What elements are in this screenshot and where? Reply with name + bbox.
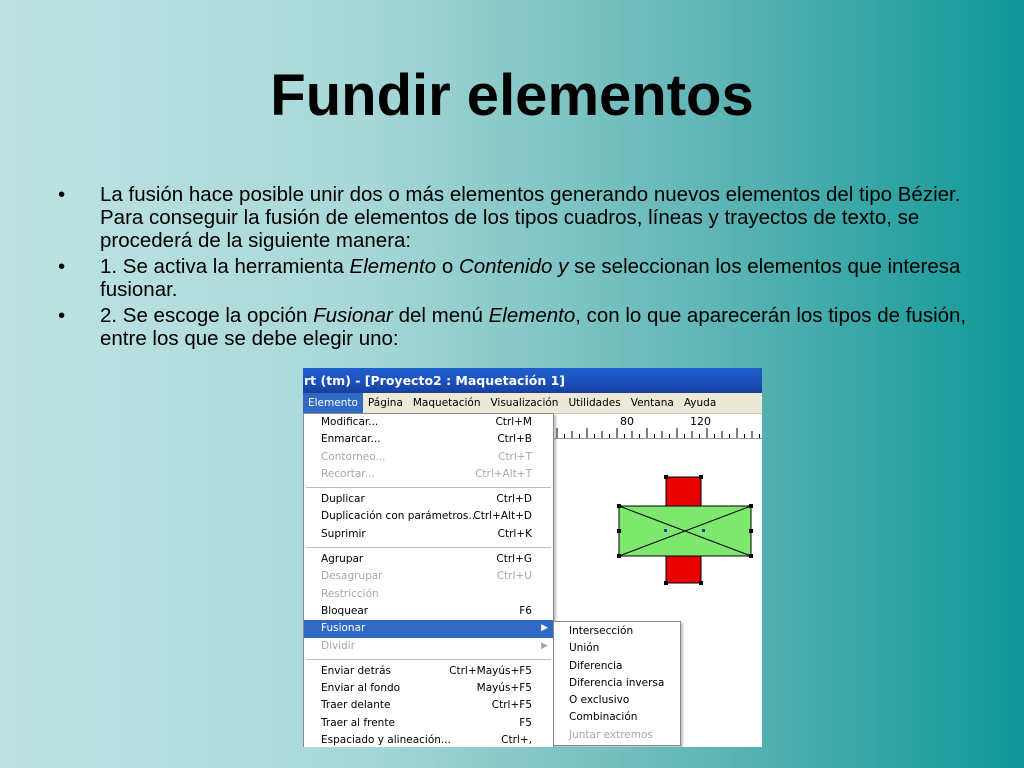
menu-item-enviar-detras[interactable]: [304, 663, 553, 680]
submenu-item-juntar-extremos: [554, 727, 680, 744]
bullet-text-italic: Elemento: [488, 304, 576, 327]
menu-bar: [303, 393, 762, 414]
bullet-text: La fusión hace posible unir dos o más elementos generando nuevos elementos del tipo Bézier. Para conseguir la fusión de elementos de los tipos cuadros, líneas y trayectos de texto, se procederá de la siguiente manera:: [100, 183, 961, 252]
menu-separator: [304, 483, 553, 491]
menu-item-label: Espaciado y alineación...: [321, 734, 451, 747]
bullet-text-part: , con lo que aparecerán los tipos de fusión, entre los que se debe elegir uno:: [100, 304, 967, 350]
menu-item-label: Traer delante: [321, 699, 391, 712]
bullet-item: [58, 255, 978, 301]
app-screenshot: [303, 368, 762, 747]
menu-item-shortcut: Ctrl+U: [496, 570, 532, 583]
selection-handle: [699, 581, 703, 585]
menu-item-dividir: [304, 638, 553, 655]
menu-item-label: Enmarcar...: [321, 433, 381, 446]
selection-handle: [617, 554, 621, 558]
menu-visualizacion[interactable]: Visualización: [490, 397, 559, 409]
menu-ayuda[interactable]: Ayuda: [683, 397, 717, 409]
menu-item-agrupar[interactable]: [304, 551, 553, 568]
menu-item-label: Recortar...: [321, 467, 375, 480]
selection-handle: [699, 475, 703, 479]
menu-item-label: Agrupar: [321, 553, 364, 566]
bullet-dot: •: [58, 183, 66, 206]
submenu-item-interseccion[interactable]: [554, 623, 680, 640]
bullet-item: [58, 304, 978, 350]
selection-handle: [617, 529, 621, 533]
menu-item-label: Duplicación con parámetros...: [321, 510, 479, 523]
selection-handle: [617, 504, 621, 508]
menu-item-traer-delante[interactable]: [304, 697, 553, 714]
submenu-item-label: Juntar extremos: [569, 728, 653, 741]
submenu-item-label: Intersección: [569, 625, 634, 637]
bullet-text-part: 1. Se activa la herramienta: [100, 255, 350, 278]
bullet-text-italic: Elemento: [349, 255, 437, 278]
menu-item-bloquear[interactable]: [304, 603, 553, 620]
menu-elemento[interactable]: Elemento: [303, 393, 363, 413]
center-point: [702, 529, 705, 532]
bullet-dot: •: [58, 255, 66, 278]
menu-item-restriccion: [304, 586, 553, 603]
submenu-item-label: O exclusivo: [569, 694, 630, 707]
menu-separator: [304, 655, 553, 663]
bullet-text-part: 2. Se escoge la opción: [100, 304, 314, 327]
bullet-list: [58, 183, 978, 353]
bullet-text-part: o: [436, 255, 459, 278]
menu-item-shortcut: Ctrl+K: [497, 527, 532, 540]
submenu-item-label: Combinación: [569, 711, 638, 724]
menu-item-label: Dividir: [321, 639, 356, 652]
menu-separator: [304, 543, 553, 551]
menu-item-duplicacion-parametros[interactable]: [304, 508, 553, 525]
menu-item-espaciado-alineacion[interactable]: [304, 732, 553, 747]
selection-handle: [749, 529, 753, 533]
submenu-arrow-icon: ▶: [541, 640, 548, 651]
menu-item-label: Desagrupar: [321, 570, 383, 583]
menu-pagina[interactable]: Página: [367, 397, 403, 409]
menu-maquetacion[interactable]: Maquetación: [412, 397, 481, 409]
menu-item-recortar: [304, 466, 553, 483]
menu-item-shortcut: Ctrl+M: [495, 416, 532, 428]
bullet-text-italic: Contenido y: [458, 255, 569, 278]
menu-item-desagrupar: [304, 568, 553, 585]
menu-item-shortcut: Ctrl+F5: [491, 699, 532, 712]
menu-item-label: Enviar detrás: [321, 664, 391, 677]
fusionar-submenu: [553, 621, 681, 746]
menu-item-label: Suprimir: [321, 527, 366, 540]
menu-item-label: Fusionar: [321, 622, 366, 635]
submenu-item-union[interactable]: [554, 640, 680, 657]
menu-item-enmarcar[interactable]: [304, 431, 553, 448]
menu-item-shortcut: Ctrl+B: [497, 433, 532, 446]
menu-ventana[interactable]: Ventana: [630, 397, 674, 409]
center-point: [664, 529, 667, 532]
menu-item-traer-frente[interactable]: [304, 715, 553, 732]
ruler-ticks: [554, 414, 762, 438]
bullet-text-part: se seleccionan los elementos que interesa fusionar.: [100, 255, 961, 301]
submenu-item-label: Diferencia inversa: [569, 676, 665, 689]
menu-item-label: Bloquear: [321, 604, 369, 617]
menu-item-enviar-fondo[interactable]: [304, 680, 553, 697]
submenu-item-label: Diferencia: [569, 659, 623, 672]
menu-item-label: Traer al frente: [321, 716, 395, 729]
menu-item-contorneo: [304, 449, 553, 466]
menu-item-suprimir[interactable]: [304, 526, 553, 543]
menu-item-label: Enviar al fondo: [321, 682, 401, 695]
submenu-item-o-exclusivo[interactable]: [554, 692, 680, 709]
menu-item-shortcut: Ctrl+T: [498, 450, 532, 463]
menu-item-label: Contorneo...: [321, 450, 386, 463]
menu-item-shortcut: Ctrl+D: [496, 493, 532, 506]
selection-handle: [664, 581, 668, 585]
selection-handle: [749, 554, 753, 558]
menu-utilidades[interactable]: Utilidades: [568, 397, 621, 409]
menu-item-shortcut: Ctrl+Alt+T: [475, 467, 532, 480]
menu-item-shortcut: Mayús+F5: [476, 682, 532, 695]
menu-item-label: Duplicar: [321, 493, 365, 506]
bullet-dot: •: [58, 304, 66, 327]
menu-item-duplicar[interactable]: [304, 491, 553, 508]
menu-item-shortcut: Ctrl+G: [496, 553, 532, 566]
menu-item-fusionar[interactable]: [304, 620, 553, 637]
menu-item-modificar[interactable]: [304, 414, 553, 431]
selection-handle: [664, 475, 668, 479]
bullet-text-italic: Fusionar: [313, 304, 393, 327]
submenu-arrow-icon: ▶: [541, 623, 548, 634]
submenu-item-diferencia-inversa[interactable]: [554, 675, 680, 692]
menu-item-shortcut: F5: [519, 716, 532, 729]
submenu-item-label: Unión: [569, 642, 600, 655]
ruler-label-80: 80: [620, 415, 634, 428]
bullet-text-part: del menú: [392, 304, 489, 327]
submenu-item-combinacion[interactable]: [554, 709, 680, 726]
menu-item-shortcut: Ctrl+Alt+D: [473, 510, 532, 523]
submenu-item-diferencia[interactable]: [554, 658, 680, 675]
ruler-label-120: 120: [690, 415, 711, 428]
slide-title: Fundir elementos: [270, 63, 754, 128]
horizontal-ruler: [554, 414, 762, 439]
menu-item-label: Modificar...: [321, 416, 379, 428]
elemento-dropdown-menu: [303, 413, 554, 747]
selection-handle: [749, 504, 753, 508]
menu-item-shortcut: F6: [519, 604, 532, 617]
window-title-bar: rt (tm) - [Proyecto2 : Maquetación 1]: [303, 368, 762, 393]
menu-item-shortcut: Ctrl+Mayús+F5: [449, 664, 532, 677]
menu-item-shortcut: Ctrl+,: [501, 734, 532, 747]
menu-item-label: Restricción: [321, 587, 379, 600]
bullet-item: [58, 183, 978, 252]
